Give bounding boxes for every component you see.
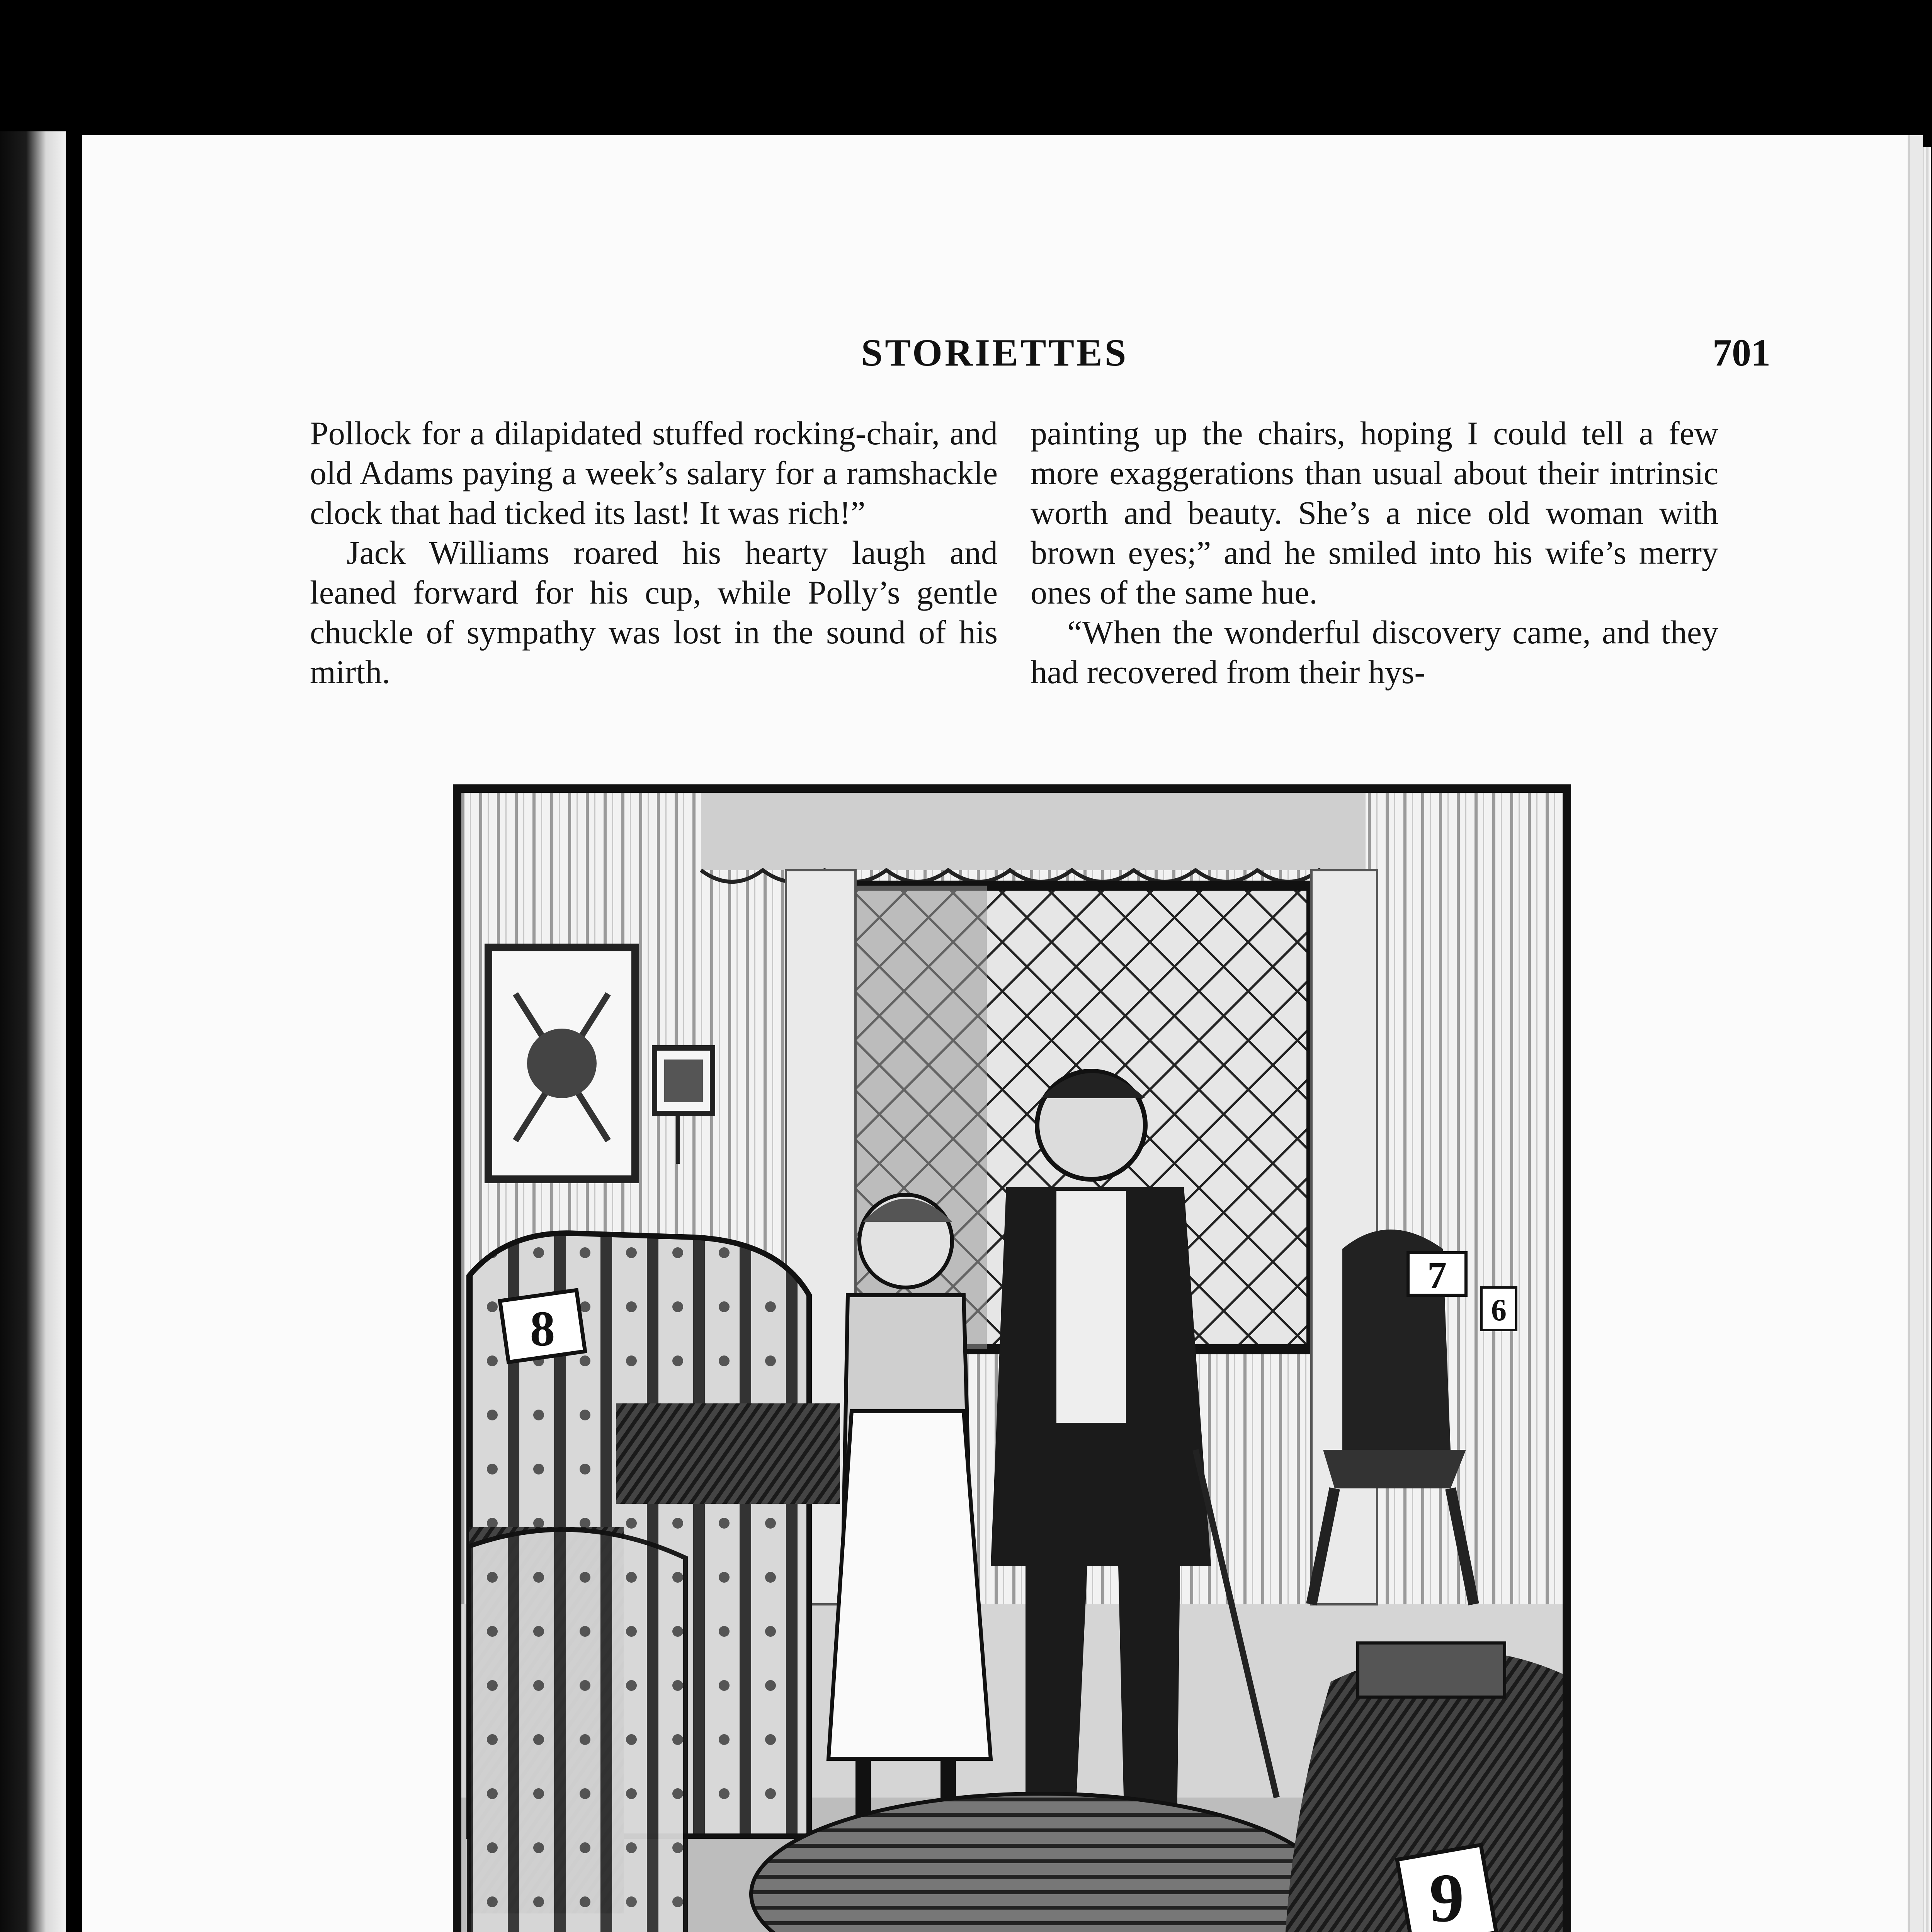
book-spine-left bbox=[0, 131, 66, 1932]
illustration-auction-parlor bbox=[453, 784, 1571, 1932]
page-edge-right bbox=[1908, 147, 1931, 1932]
paragraph: “When the wonderful discovery came, and they had recovered from their hys- bbox=[1031, 614, 1718, 690]
text-column-top-right bbox=[1031, 413, 1718, 692]
running-head bbox=[82, 330, 1908, 415]
book-page bbox=[82, 135, 1908, 1932]
engraving-drawing bbox=[461, 793, 1563, 1932]
page-number: 701 bbox=[1713, 331, 1770, 374]
text-column-top-left bbox=[310, 413, 998, 692]
paragraph: Pollock for a dilapidated stuffed rocking-chair, and old Adams paying a week’s salary for a ramshackle clock that had ticked its last! It was rich!” bbox=[310, 415, 998, 531]
section-title: STORIETTES bbox=[861, 331, 1129, 374]
lot-tag-7: 7 bbox=[1427, 1254, 1447, 1297]
lot-tag-8: 8 bbox=[530, 1301, 555, 1357]
paragraph: Jack Williams roared his hearty laugh and leaned forward for his cup, while Polly’s gentle chuckle of sympathy was lost in the sound of his mirth. bbox=[310, 534, 998, 690]
paragraph: painting up the chairs, hoping I could tell a few more exaggerations than usual about their intrinsic worth and beauty. She’s a nice old woman with brown eyes;” and he smiled into his wife’s merry ones of the same hue. bbox=[1031, 415, 1718, 611]
lot-tag-6: 6 bbox=[1491, 1293, 1507, 1327]
lot-tag-9: 9 bbox=[1429, 1859, 1464, 1932]
